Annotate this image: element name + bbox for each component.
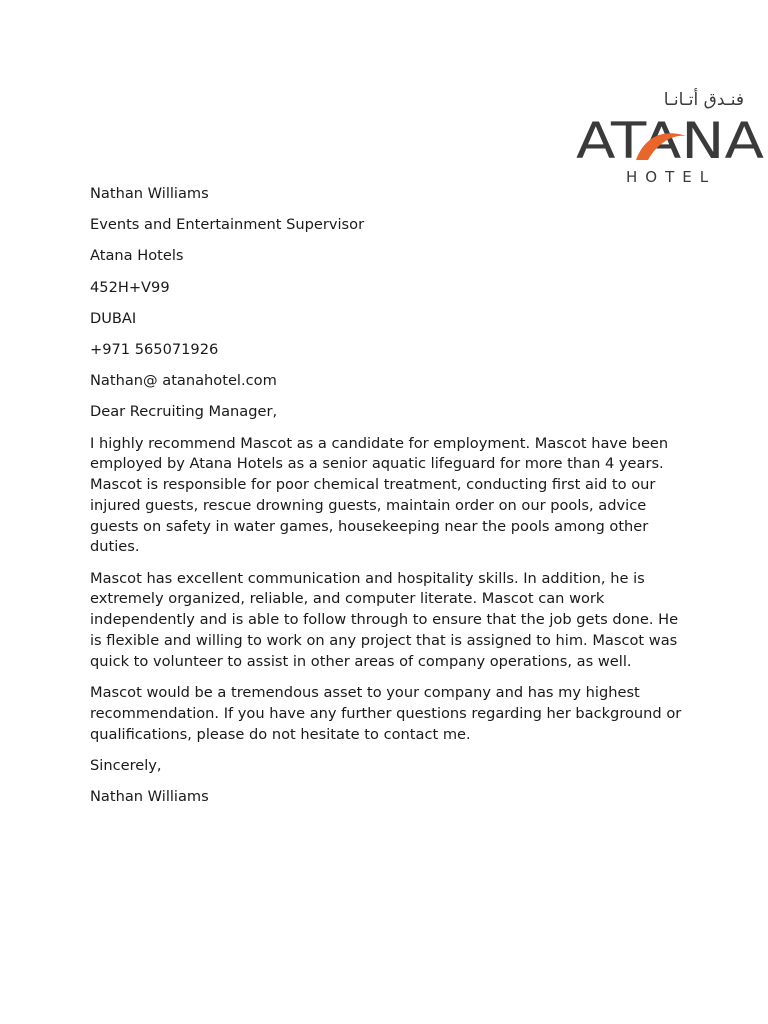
logo-subtitle: HOTEL [626, 168, 717, 186]
logo-arabic-text: فنـدق أتـانـا [663, 90, 744, 110]
paragraph-recommendation: I highly recommend Mascot as a candidate for employment. Mascot have been employed by Atana Hotels as a senior aquatic lifeguard for more than 4 years. Mascot is responsible for poor chemical treatment, conducting first aid to our injured guests, rescue drowning guests, maintain order on our pools, advice guests on safety in water games, housekeeping near the pools among other duties. [90, 434, 669, 556]
sender-email: Nathan@ atanahotel.com [90, 372, 277, 390]
sender-title: Events and Entertainment Supervisor [90, 216, 365, 234]
sender-city: DUBAI [90, 309, 137, 327]
sender-name: Nathan Williams [90, 185, 209, 202]
logo-wordmark-graphic [574, 88, 766, 168]
signature: Nathan Williams [90, 788, 209, 806]
paragraph-closing-remarks: Mascot would be a tremendous asset to your company and has my highest recommendation. If you have any further questions regarding her background or qualifications, please do not hesitate to contact me. [90, 684, 682, 743]
paragraph-skills: Mascot has excellent communication and hospitality skills. In addition, he is extremely organized, reliable, and computer literate. Mascot can work independently and is able to follow through to ensure that the job gets done. He is flexible and willing to work on any project that is assigned to him. Mascot was quick to volunteer to assist in other areas of company operations, as well. [90, 569, 679, 670]
sender-phone: +971 565071926 [90, 340, 219, 358]
logo-wordmark: ATANA [576, 112, 764, 168]
sender-company: Atana Hotels [90, 247, 184, 265]
closing: Sincerely, [90, 756, 162, 774]
letter-body [90, 184, 690, 818]
sender-address: 452H+V99 [90, 278, 170, 296]
salutation: Dear Recruiting Manager, [90, 403, 278, 421]
atana-hotel-logo [574, 88, 766, 188]
